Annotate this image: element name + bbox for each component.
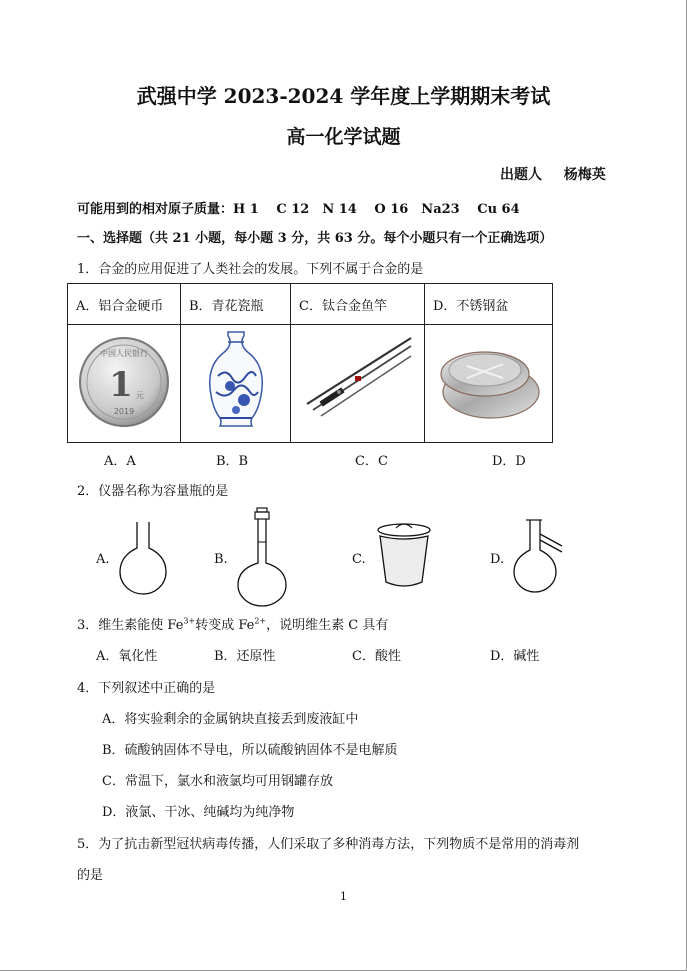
q3-choice-d: D．碱性 <box>490 649 540 664</box>
atomic-masses: 可能用到的相对原子质量：H 1 C 12 N 14 O 16 Na23 Cu 64 <box>77 202 520 217</box>
coin-year: 2019 <box>113 406 135 416</box>
exam-title: 武强中学 2023-2024 学年度上学期期末考试 <box>136 84 551 108</box>
q3-stem-mid: 转变成 Fe <box>195 618 255 633</box>
exam-subtitle: 高一化学试题 <box>286 126 401 148</box>
coin-top-text: 中国人民银行 <box>100 348 148 358</box>
page-number: 1 <box>340 890 347 903</box>
q2-label-c: C. <box>352 552 366 567</box>
q1-choice-b: B．B <box>216 454 249 469</box>
q1-stem: 1．合金的应用促进了人类社会的发展。下列不属于合金的是 <box>77 262 424 277</box>
q3-choice-a: A．氧化性 <box>96 649 158 664</box>
q1-choice-c: C．C <box>355 454 388 469</box>
q3-sup-1: 3+ <box>183 616 196 626</box>
author-label: 出题人 <box>500 167 542 183</box>
crucible-icon <box>374 518 434 590</box>
q3-choice-b: B．还原性 <box>214 649 276 664</box>
coin-icon <box>74 328 174 436</box>
q3-stem-post: ，说明维生素 C 具有 <box>266 618 389 633</box>
round-bottom-flask-icon <box>118 520 168 596</box>
q1-choice-a: A．A <box>104 454 136 469</box>
q5-stem-line1: 5．为了抗击新型冠状病毒传播，人们采取了多种消毒方法，下列物质不是常用的消毒剂 <box>77 837 580 852</box>
q1-choice-d: D．D <box>492 454 526 469</box>
q4-choice-b: B．硫酸钠固体不导电，所以硫酸钠固体不是电解质 <box>102 743 398 758</box>
q1-header-b: B．青花瓷瓶 <box>181 284 291 325</box>
q1-header-c: C．钛合金鱼竿 <box>291 284 425 325</box>
fishing-rod-icon <box>299 332 417 432</box>
q1-image-rod <box>291 325 425 443</box>
q1-header-d: D．不锈钢盆 <box>425 284 553 325</box>
q1-image-vase <box>181 325 291 443</box>
q2-stem: 2．仪器名称为容量瓶的是 <box>77 484 229 499</box>
porcelain-vase-icon <box>206 326 266 438</box>
q4-choice-c: C．常温下，氯水和液氯均可用钢罐存放 <box>102 774 333 789</box>
q3-choice-c: C．酸性 <box>352 649 401 664</box>
q4-choice-d: D．液氯、干冰、纯碱均为纯净物 <box>102 805 295 820</box>
q1-header-a: A．铝合金硬币 <box>68 284 181 325</box>
q3-sup-2: 2+ <box>254 616 267 626</box>
q3-stem <box>77 614 388 633</box>
q3-stem-pre: 3．维生素能使 Fe <box>77 618 184 633</box>
section-heading: 一、选择题（共 21 小题，每小题 3 分，共 63 分。每个小题只有一个正确选项） <box>77 231 553 246</box>
q5-stem-line2: 的是 <box>77 868 104 883</box>
author-name: 杨梅英 <box>563 167 606 183</box>
q1-image-coin <box>68 325 181 443</box>
distilling-flask-icon <box>512 518 566 598</box>
volumetric-flask-icon <box>236 506 288 608</box>
steel-basin-icon <box>437 336 541 428</box>
q2-label-a: A. <box>96 552 110 567</box>
coin-unit: 元 <box>136 390 144 400</box>
q1-table <box>67 283 553 443</box>
q4-choice-a: A．将实验剩余的金属钠块直接丢到废液缸中 <box>102 712 359 727</box>
author-line <box>500 164 606 184</box>
q4-stem: 4．下列叙述中正确的是 <box>77 681 216 696</box>
coin-value: 1 <box>109 364 133 405</box>
q2-label-b: B. <box>214 552 228 567</box>
q2-label-d: D. <box>490 552 505 567</box>
q1-image-basin <box>425 325 553 443</box>
